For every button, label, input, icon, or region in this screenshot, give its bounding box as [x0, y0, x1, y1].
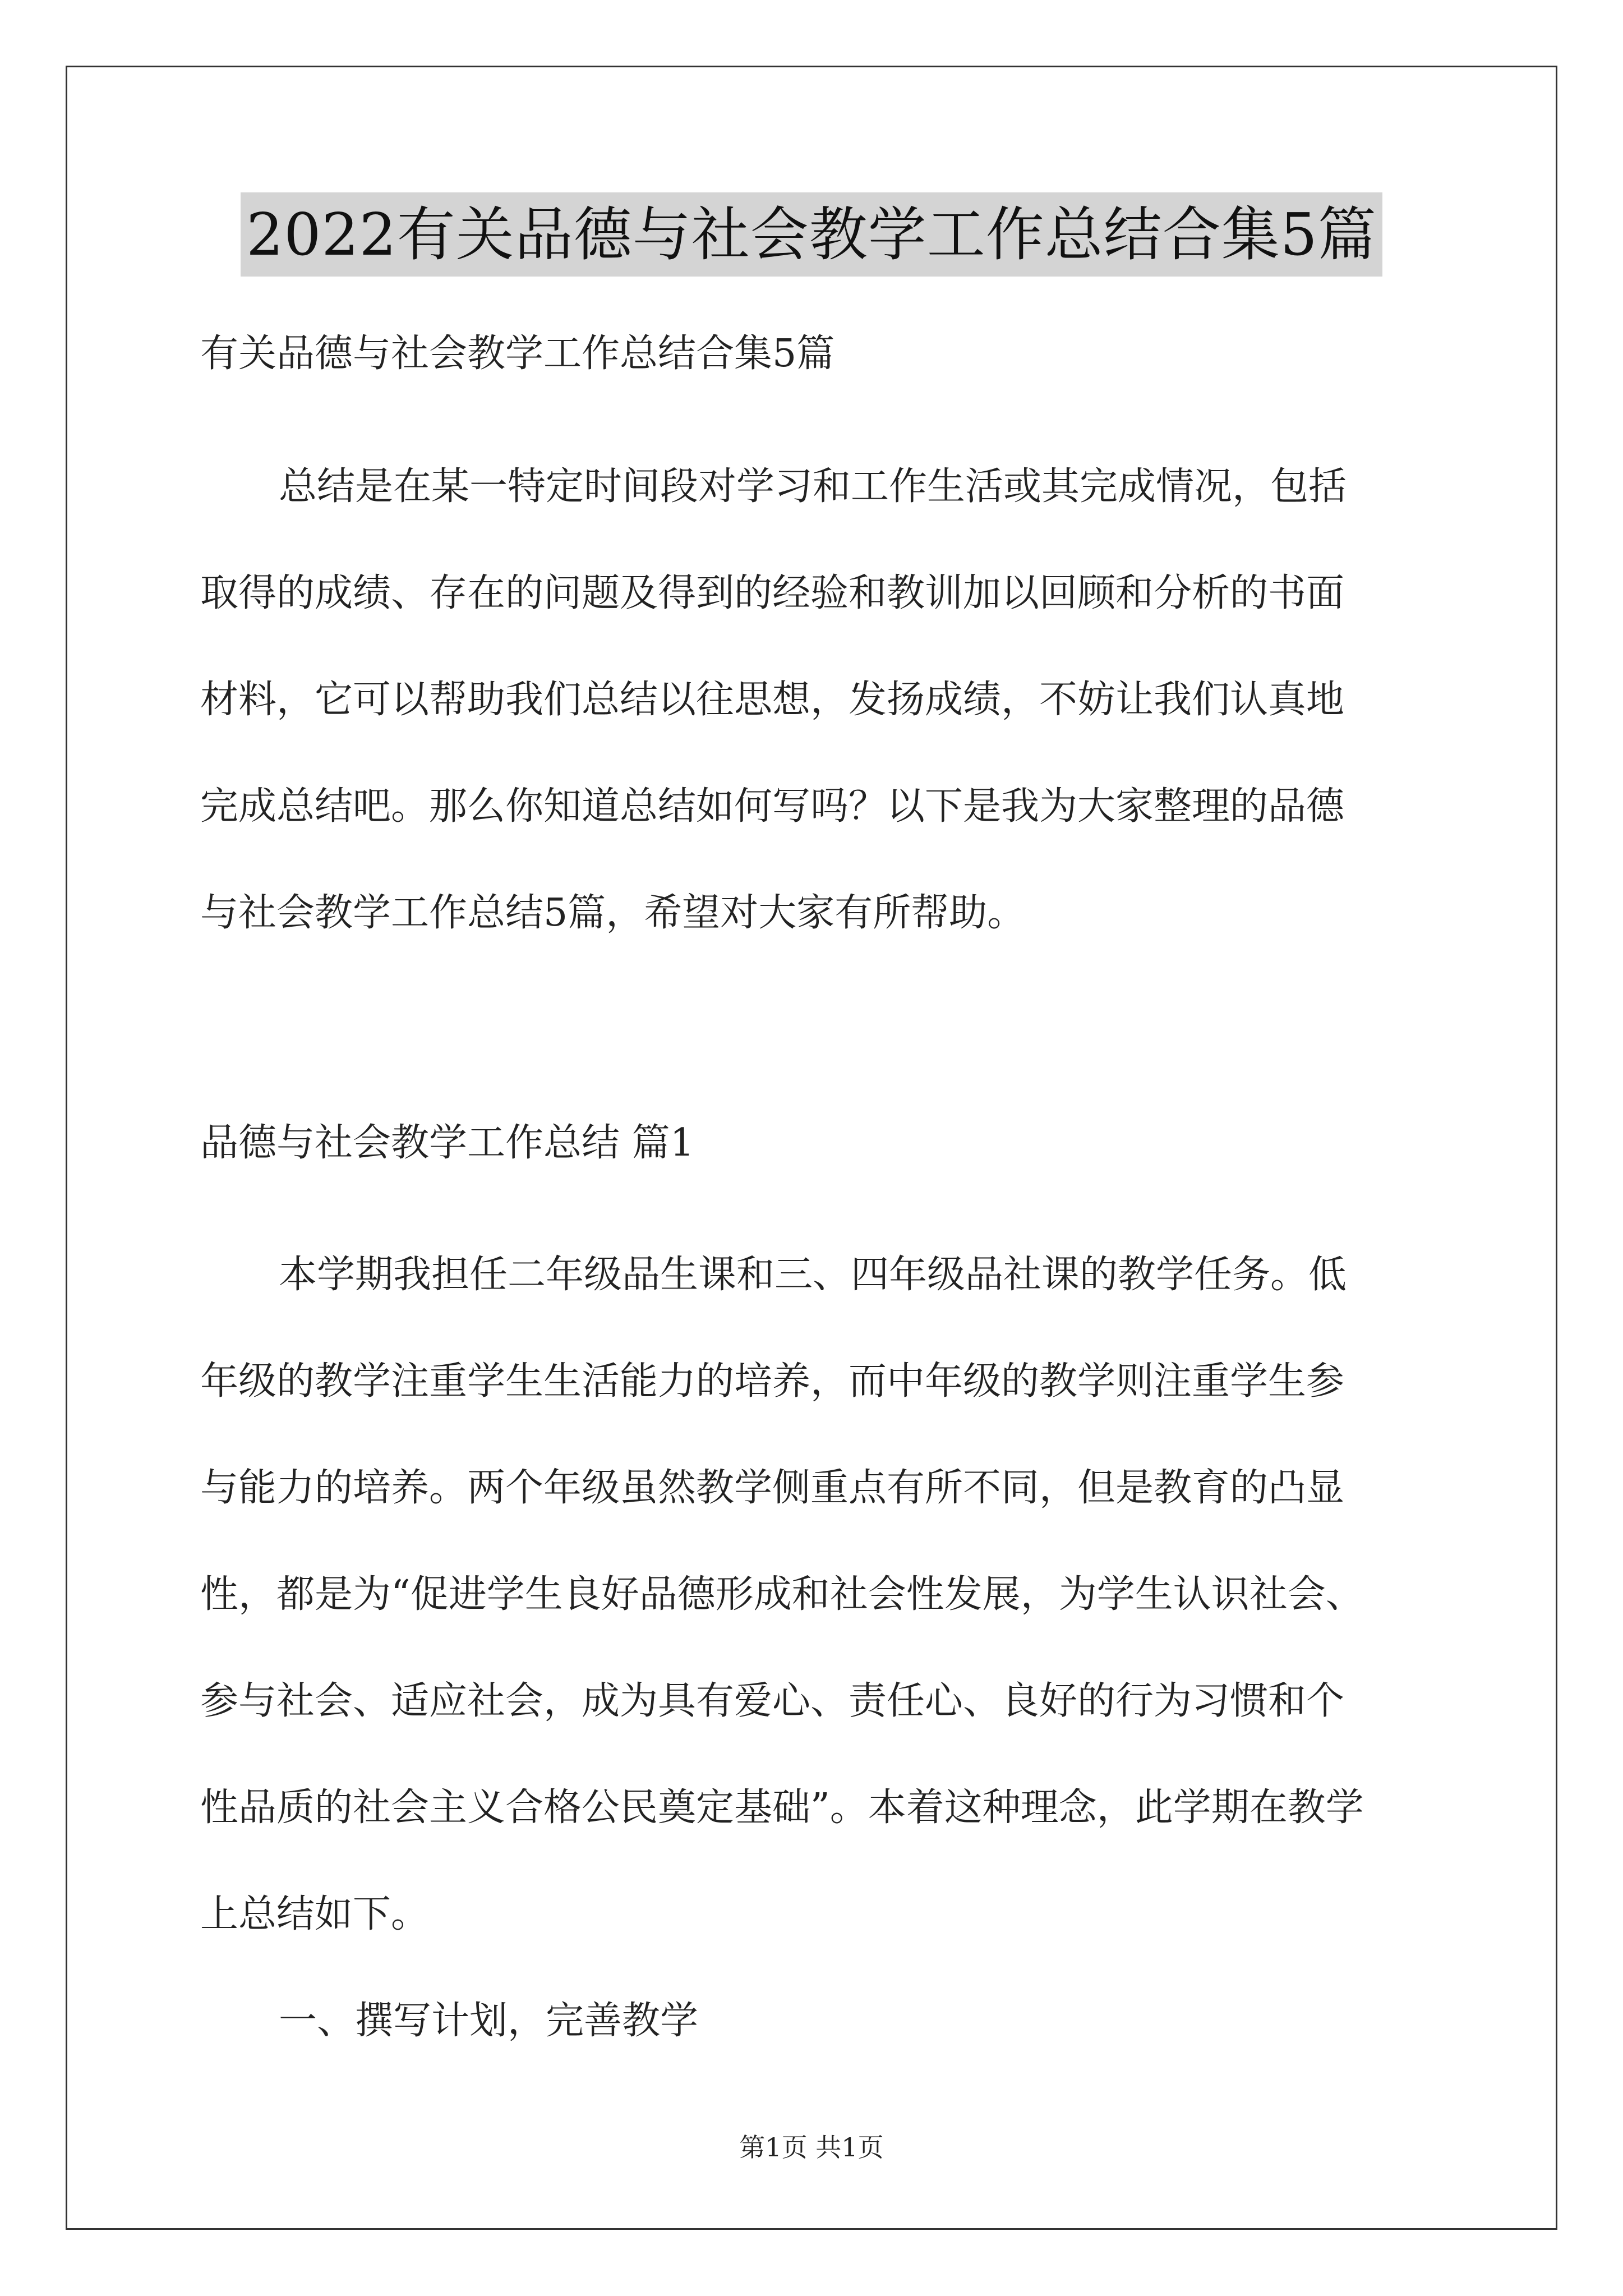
body-line: 参与社会、适应社会，成为具有爱心、责任心、良好的行为习惯和个	[200, 1679, 1345, 1723]
section-heading: 品德与社会教学工作总结 篇1	[200, 1121, 694, 1165]
body-line: 上总结如下。	[200, 1892, 430, 1936]
body-line: 年级的教学注重学生生活能力的培养，而中年级的教学则注重学生参	[200, 1359, 1345, 1404]
intro-line: 总结是在某一特定时间段对学习和工作生活或其完成情况，包括	[279, 464, 1347, 509]
intro-line: 与社会教学工作总结5篇，希望对大家有所帮助。	[200, 891, 1026, 935]
page-footer: 第1页 共1页	[739, 2132, 884, 2162]
document-title: 2022有关品德与社会教学工作总结合集5篇	[241, 192, 1382, 277]
intro-line: 材料，它可以帮助我们总结以往思想，发扬成绩，不妨让我们认真地	[200, 678, 1345, 722]
body-line: 与能力的培养。两个年级虽然教学侧重点有所不同，但是教育的凸显	[200, 1466, 1345, 1510]
intro-line: 完成总结吧。那么你知道总结如何写吗？以下是我为大家整理的品德	[200, 784, 1345, 829]
body-line: 性品质的社会主义合格公民奠定基础”。本着这种理念，此学期在教学	[200, 1786, 1364, 1830]
body-line: 性，都是为“促进学生良好品德形成和社会性发展，为学生认识社会、	[200, 1572, 1364, 1617]
subheading: 一、撰写计划，完善教学	[279, 1999, 699, 2043]
title-wrapper	[0, 192, 1623, 277]
intro-line: 取得的成绩、存在的问题及得到的经验和教训加以回顾和分析的书面	[200, 571, 1345, 615]
body-line: 本学期我担任二年级品生课和三、四年级品社课的教学任务。低	[279, 1253, 1347, 1297]
document-subtitle: 有关品德与社会教学工作总结合集5篇	[200, 332, 835, 376]
